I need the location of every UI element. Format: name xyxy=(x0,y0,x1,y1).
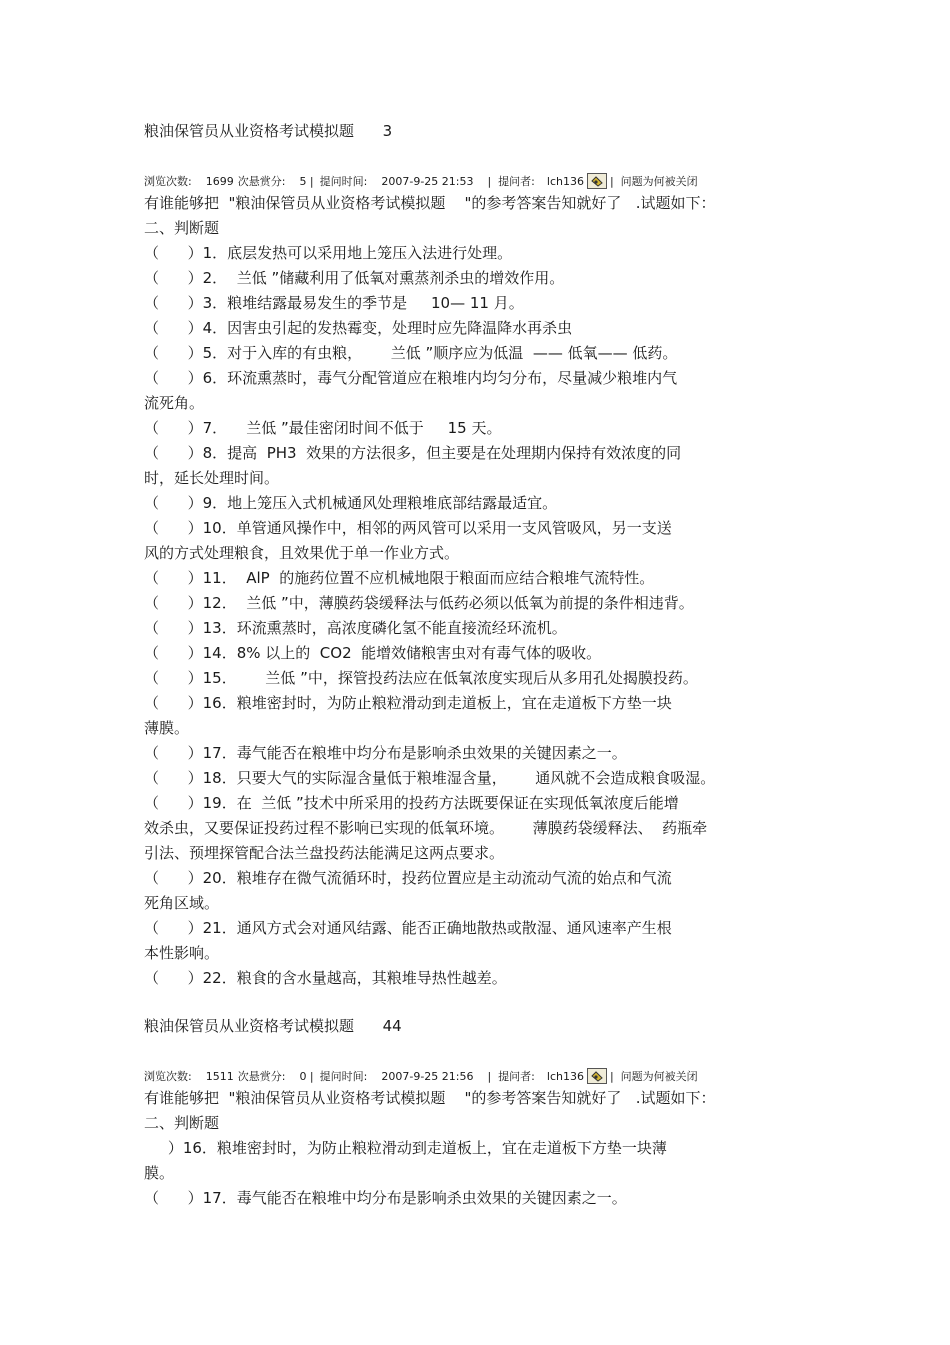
views-count: 1511 xyxy=(205,1069,234,1083)
text-line: （ ）17．毒气能否在粮堆中均分布是影响杀虫效果的关键因素之一。 xyxy=(144,744,627,762)
text-line: （ ）17．毒气能否在粮堆中均分布是影响杀虫效果的关键因素之一。 xyxy=(144,1189,627,1207)
asker-label: | 提问者: xyxy=(487,175,535,188)
asker-label: | 提问者: xyxy=(487,1070,535,1083)
user-level-icon[interactable] xyxy=(587,173,607,189)
text-line: （ ）9．地上笼压入式机械通风处理粮堆底部结露最适宜。 xyxy=(144,494,558,512)
text-line: （ ）8．提高 PH3 效果的方法很多，但主要是在处理期内保持有效浓度的同 xyxy=(144,444,682,462)
text-line: 引法、预埋探管配合法兰盘投药法能满足这两点要求。 xyxy=(144,844,505,862)
text-line: 有谁能够把 "粮油保管员从业资格考试模拟题 "的参考答案告知就好了 .试题如下： xyxy=(144,194,716,212)
text-line: （ ）5．对于入库的有虫粮， 兰低 ”顺序应为低温 —— 低氧—— 低药。 xyxy=(144,344,678,362)
text-line: 时，延长处理时间。 xyxy=(144,469,280,487)
text-line: （ ）13．环流熏蒸时，高浓度磷化氢不能直接流经环流机。 xyxy=(144,619,567,637)
text-line: （ ）11． AlP 的施药位置不应机械地限于粮面而应结合粮堆气流特性。 xyxy=(144,569,655,587)
user-level-icon[interactable] xyxy=(587,1068,607,1084)
text-line: 风的方式处理粮食，且效果优于单一作业方式。 xyxy=(144,544,460,562)
text-line: （ ）2． 兰低 ”储藏利用了低氧对熏蒸剂杀虫的增效作用。 xyxy=(144,269,565,287)
text-line: 流死角。 xyxy=(144,394,205,412)
text-line: （ ）1．底层发热可以采用地上笼压入法进行处理。 xyxy=(144,244,513,262)
text-line: （ ）22．粮食的含水量越高，其粮堆导热性越差。 xyxy=(144,969,507,987)
bounty-label: 次悬赏分: xyxy=(237,1070,286,1083)
text-line: ）16．粮堆密封时，为防止粮粒滑动到走道板上，宜在走道板下方垫一块薄 xyxy=(144,1139,667,1157)
text-line: （ ）15． 兰低 ”中，探管投药法应在低氧浓度实现后从多用孔处揭膜投药。 xyxy=(144,669,698,687)
text-line: （ ）7． 兰低 ”最佳密闭时间不低于 15 天。 xyxy=(144,419,502,437)
asker-name[interactable]: lch136 xyxy=(546,1069,584,1083)
text-line: 二、判断题 xyxy=(144,1114,220,1132)
text-line: （ ）16．粮堆密封时，为防止粮粒滑动到走道板上，宜在走道板下方垫一块 xyxy=(144,694,672,712)
views-label: 浏览次数: xyxy=(144,175,192,188)
text-line: （ ）18．只要大气的实际湿含量低于粮堆湿含量， 通风就不会造成粮食吸湿。 xyxy=(144,769,716,787)
time-label: 提问时间: xyxy=(319,175,368,188)
ask-time: 2007-9-25 21:56 xyxy=(381,1069,474,1083)
views-label: 浏览次数: xyxy=(144,1070,192,1083)
text-line: 效杀虫，又要保证投药过程不影响已实现的低氧环境。 薄膜药袋缓释法、 药瓶牵 xyxy=(144,819,708,837)
text-line: 本性影响。 xyxy=(144,944,220,962)
text-line: （ ）20．粮堆存在微气流循环时，投药位置应是主动流动气流的始点和气流 xyxy=(144,869,672,887)
text-line: （ ）19．在 兰低 ”技术中所采用的投药方法既要保证在实现低氧浓度后能增 xyxy=(144,794,679,812)
closed-reason-link[interactable]: | 问题为何被关闭 xyxy=(609,175,698,188)
bounty-value: 0 | xyxy=(299,1069,314,1083)
text-line: （ ）21．通风方式会对通风结露、能否正确地散热或散湿、通风速率产生根 xyxy=(144,919,672,937)
text-line: 膜。 xyxy=(144,1164,175,1182)
bounty-label: 次悬赏分: xyxy=(237,175,286,188)
closed-reason-link[interactable]: | 问题为何被关闭 xyxy=(609,1070,698,1083)
text-line: 有谁能够把 "粮油保管员从业资格考试模拟题 "的参考答案告知就好了 .试题如下： xyxy=(144,1089,716,1107)
text-line: （ ）14．8% 以上的 CO2 能增效储粮害虫对有毒气体的吸收。 xyxy=(144,644,602,662)
text-line: 死角区域。 xyxy=(144,894,220,912)
text-line: （ ）4．因害虫引起的发热霉变，处理时应先降温降水再杀虫 xyxy=(144,319,573,337)
text-line: 二、判断题 xyxy=(144,219,220,237)
bounty-value: 5 | xyxy=(299,174,314,188)
text-line: （ ）12． 兰低 ”中，薄膜药袋缓释法与低药必须以低氧为前提的条件相违背。 xyxy=(144,594,694,612)
time-label: 提问时间: xyxy=(319,1070,368,1083)
text-line: （ ）6．环流熏蒸时，毒气分配管道应在粮堆内均匀分布，尽量减少粮堆内气 xyxy=(144,369,678,387)
text-line: （ ）3．粮堆结露最易发生的季节是 10— 11 月。 xyxy=(144,294,524,312)
views-count: 1699 xyxy=(205,174,234,188)
section-title: 粮油保管员从业资格考试模拟题 3 xyxy=(144,122,393,140)
section-title: 粮油保管员从业资格考试模拟题 44 xyxy=(144,1017,402,1035)
asker-name[interactable]: lch136 xyxy=(546,174,584,188)
text-line: （ ）10．单管通风操作中，相邻的两风管可以采用一支风管吸风，另一支送 xyxy=(144,519,672,537)
question-meta xyxy=(144,1068,698,1084)
ask-time: 2007-9-25 21:53 xyxy=(381,174,474,188)
text-line: 薄膜。 xyxy=(144,719,190,737)
question-meta xyxy=(144,173,698,189)
